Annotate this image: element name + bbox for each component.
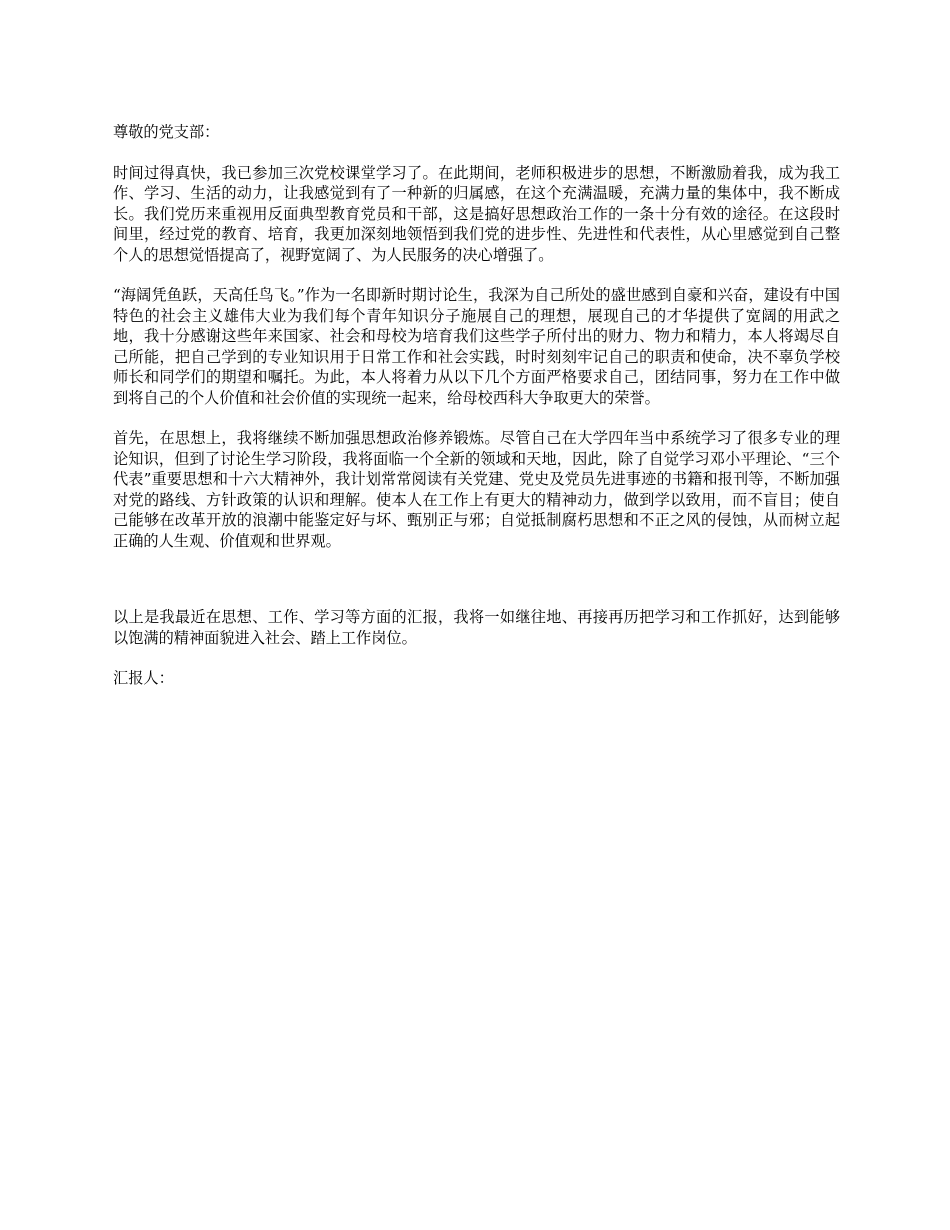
salutation: 尊敬的党支部： [113, 123, 220, 141]
paragraph-2: “海阔凭鱼跃，天高任鸟飞。”作为一名即新时期讨论生，我深为自己所处的盛世感到自豪和兴奋，建设有中国特色的社会主义雄伟大业为我们每个青年知识分子施展自己的理想，展现自己的才华提供了宽阔的用武之地，我十分感谢这些年来国家、社会和母校为培育我们这些学子所付出的财力、物力和精力，本人将竭尽自己所能，把自己学到的专业知识用于日常工作和社会实践，时时刻刻牢记自己的职责和使命，决不辜负学校师长和同学们的期望和嘱托。为此，本人将着力从以下几个方面严格要求自己，团结同事，努力在工作中做到将自己的个人价值和社会价值的实现统一起来，给母校西科大争取更大的荣誉。 [113, 286, 840, 407]
paragraph-3: 首先，在思想上，我将继续不断加强思想政治修养锻炼。尽管自己在大学四年当中系统学习了很多专业的理论知识，但到了讨论生学习阶段，我将面临一个全新的领域和天地，因此，除了自觉学习邓小平理论、“三个代表”重要思想和十六大精神外，我计划常常阅读有关党建、党史及党员先进事迹的书籍和报刊等，不断加强对党的路线、方针政策的认识和理解。使本人在工作上有更大的精神动力，做到学以致用，而不盲目；使自己能够在改革开放的浪潮中能鉴定好与坏、甄别正与邪；自觉抵制腐朽思想和不正之风的侵蚀，从而树立起正确的人生观、价值观和世界观。 [113, 429, 840, 550]
letter-body [113, 122, 840, 689]
paragraph-4: 以上是我最近在思想、工作、学习等方面的汇报，我将一如继往地、再接再历把学习和工作抓好，达到能够以饱满的精神面貌进入社会、踏上工作岗位。 [113, 608, 840, 647]
paragraph-1: 时间过得真快，我已参加三次党校课堂学习了。在此期间，老师积极进步的思想，不断激励着我，成为我工作、学习、生活的动力，让我感觉到有了一种新的归属感，在这个充满温暖，充满力量的集体中，我不断成长。我们党历来重视用反面典型教育党员和干部，这是搞好思想政治工作的一条十分有效的途径。在这段时间里，经过党的教育、培育，我更加深刻地领悟到我们党的进步性、先进性和代表性，从心里感觉到自己整个人的思想觉悟提高了，视野宽阔了、为人民服务的决心增强了。 [113, 163, 840, 264]
signature-label: 汇报人： [113, 669, 174, 687]
